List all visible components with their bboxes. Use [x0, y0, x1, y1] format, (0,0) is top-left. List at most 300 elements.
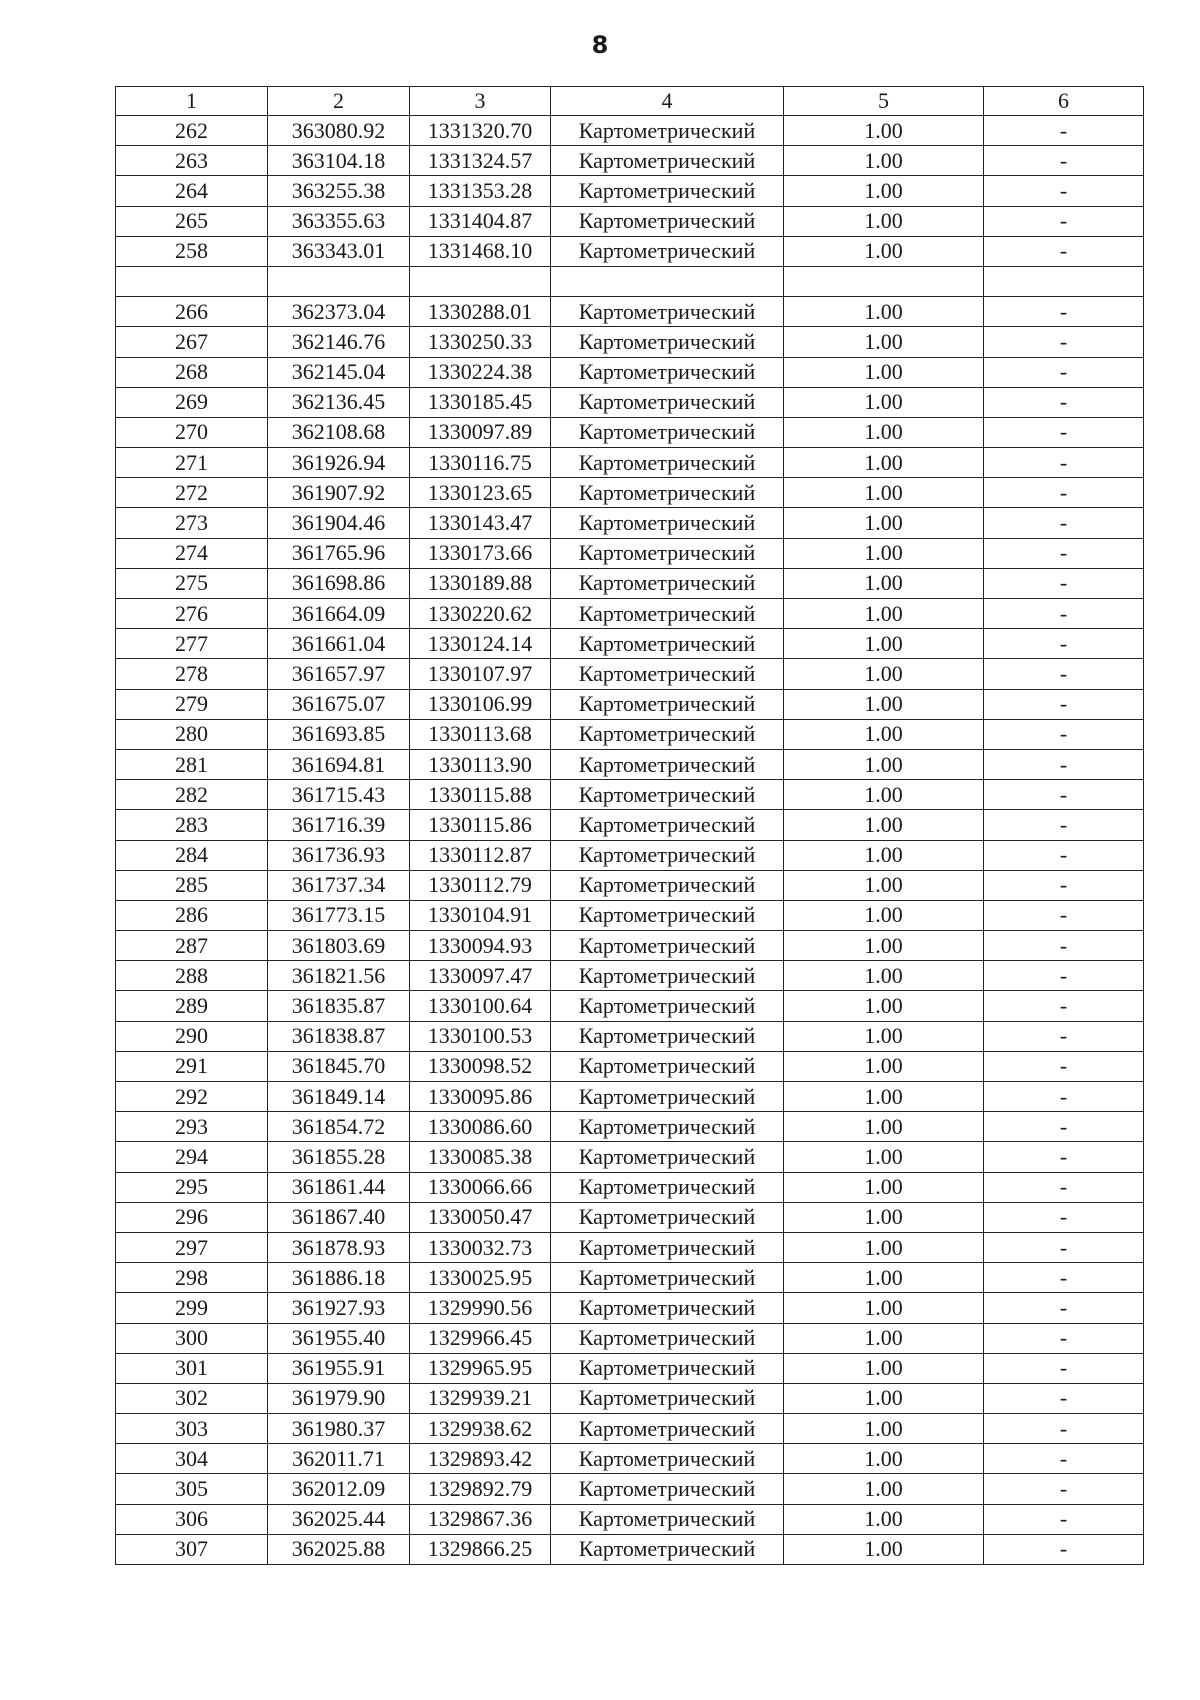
- point-number-cell: 301: [116, 1353, 268, 1383]
- table-row: [116, 629, 1144, 659]
- point-number-cell: 258: [116, 236, 268, 266]
- x-coordinate-cell: 362146.76: [268, 327, 410, 357]
- note-cell: -: [984, 387, 1144, 417]
- note-cell: -: [984, 689, 1144, 719]
- accuracy-cell: 1.00: [784, 1474, 984, 1504]
- column-header: 5: [784, 87, 984, 116]
- method-cell: Картометрический: [551, 1112, 784, 1142]
- note-cell: -: [984, 931, 1144, 961]
- method-cell: Картометрический: [551, 448, 784, 478]
- point-number-cell: 271: [116, 448, 268, 478]
- point-number-cell: 291: [116, 1051, 268, 1081]
- accuracy-cell: 1.00: [784, 629, 984, 659]
- y-coordinate-cell: 1330098.52: [410, 1051, 551, 1081]
- note-cell: -: [984, 1444, 1144, 1474]
- y-coordinate-cell: 1331320.70: [410, 116, 551, 146]
- accuracy-cell: 1.00: [784, 1444, 984, 1474]
- point-number-cell: 282: [116, 780, 268, 810]
- y-coordinate-cell: 1329966.45: [410, 1323, 551, 1353]
- point-number-cell: 275: [116, 568, 268, 598]
- point-number-cell: 283: [116, 810, 268, 840]
- note-cell: -: [984, 176, 1144, 206]
- y-coordinate-cell: 1330112.87: [410, 840, 551, 870]
- accuracy-cell: 1.00: [784, 538, 984, 568]
- note-cell: -: [984, 1082, 1144, 1112]
- accuracy-cell: 1.00: [784, 870, 984, 900]
- x-coordinate-cell: 361838.87: [268, 1021, 410, 1051]
- table-row: [116, 780, 1144, 810]
- y-coordinate-cell: 1330094.93: [410, 931, 551, 961]
- y-coordinate-cell: 1330113.68: [410, 719, 551, 749]
- table-row: [116, 810, 1144, 840]
- point-number-cell: 292: [116, 1082, 268, 1112]
- accuracy-cell: [784, 266, 984, 296]
- y-coordinate-cell: 1330066.66: [410, 1172, 551, 1202]
- note-cell: -: [984, 749, 1144, 779]
- point-number-cell: 281: [116, 749, 268, 779]
- x-coordinate-cell: 361765.96: [268, 538, 410, 568]
- note-cell: -: [984, 991, 1144, 1021]
- point-number-cell: 287: [116, 931, 268, 961]
- method-cell: Картометрический: [551, 1353, 784, 1383]
- method-cell: Картометрический: [551, 417, 784, 447]
- x-coordinate-cell: 361715.43: [268, 780, 410, 810]
- table-row: [116, 1504, 1144, 1534]
- y-coordinate-cell: 1329867.36: [410, 1504, 551, 1534]
- accuracy-cell: 1.00: [784, 1263, 984, 1293]
- point-number-cell: 277: [116, 629, 268, 659]
- point-number-cell: 267: [116, 327, 268, 357]
- note-cell: -: [984, 1414, 1144, 1444]
- method-cell: Картометрический: [551, 1474, 784, 1504]
- method-cell: Картометрический: [551, 961, 784, 991]
- table-row: [116, 870, 1144, 900]
- point-number-cell: 269: [116, 387, 268, 417]
- table-row: [116, 297, 1144, 327]
- method-cell: Картометрический: [551, 1414, 784, 1444]
- method-cell: Картометрический: [551, 478, 784, 508]
- accuracy-cell: 1.00: [784, 1142, 984, 1172]
- x-coordinate-cell: 363343.01: [268, 236, 410, 266]
- x-coordinate-cell: 361979.90: [268, 1383, 410, 1413]
- note-cell: -: [984, 629, 1144, 659]
- x-coordinate-cell: 361664.09: [268, 599, 410, 629]
- table-body: [116, 116, 1144, 1565]
- note-cell: -: [984, 327, 1144, 357]
- x-coordinate-cell: 361698.86: [268, 568, 410, 598]
- x-coordinate-cell: 361835.87: [268, 991, 410, 1021]
- table-row: [116, 719, 1144, 749]
- method-cell: Картометрический: [551, 1232, 784, 1262]
- accuracy-cell: 1.00: [784, 900, 984, 930]
- point-number-cell: 263: [116, 146, 268, 176]
- y-coordinate-cell: 1329965.95: [410, 1353, 551, 1383]
- accuracy-cell: 1.00: [784, 1172, 984, 1202]
- accuracy-cell: 1.00: [784, 327, 984, 357]
- table-row: [116, 327, 1144, 357]
- point-number-cell: 305: [116, 1474, 268, 1504]
- accuracy-cell: 1.00: [784, 1293, 984, 1323]
- point-number-cell: 262: [116, 116, 268, 146]
- y-coordinate-cell: 1330115.88: [410, 780, 551, 810]
- y-coordinate-cell: 1330250.33: [410, 327, 551, 357]
- point-number-cell: 306: [116, 1504, 268, 1534]
- accuracy-cell: 1.00: [784, 357, 984, 387]
- accuracy-cell: 1.00: [784, 719, 984, 749]
- note-cell: -: [984, 568, 1144, 598]
- note-cell: -: [984, 206, 1144, 236]
- accuracy-cell: 1.00: [784, 1323, 984, 1353]
- note-cell: -: [984, 357, 1144, 387]
- x-coordinate-cell: 361926.94: [268, 448, 410, 478]
- column-header: 6: [984, 87, 1144, 116]
- table-row: [116, 387, 1144, 417]
- point-number-cell: 302: [116, 1383, 268, 1413]
- y-coordinate-cell: 1330113.90: [410, 749, 551, 779]
- table-row: [116, 1112, 1144, 1142]
- note-cell: -: [984, 297, 1144, 327]
- y-coordinate-cell: 1329892.79: [410, 1474, 551, 1504]
- table-row: [116, 1534, 1144, 1564]
- y-coordinate-cell: 1329990.56: [410, 1293, 551, 1323]
- point-number-cell: 264: [116, 176, 268, 206]
- column-header: 4: [551, 87, 784, 116]
- y-coordinate-cell: 1330032.73: [410, 1232, 551, 1262]
- accuracy-cell: 1.00: [784, 297, 984, 327]
- method-cell: Картометрический: [551, 659, 784, 689]
- x-coordinate-cell: 361927.93: [268, 1293, 410, 1323]
- method-cell: Картометрический: [551, 689, 784, 719]
- accuracy-cell: 1.00: [784, 236, 984, 266]
- point-number-cell: 296: [116, 1202, 268, 1232]
- y-coordinate-cell: 1330143.47: [410, 508, 551, 538]
- x-coordinate-cell: 362025.44: [268, 1504, 410, 1534]
- note-cell: -: [984, 478, 1144, 508]
- point-number-cell: [116, 266, 268, 296]
- note-cell: -: [984, 116, 1144, 146]
- y-coordinate-cell: 1329938.62: [410, 1414, 551, 1444]
- x-coordinate-cell: 361907.92: [268, 478, 410, 508]
- y-coordinate-cell: 1330085.38: [410, 1142, 551, 1172]
- method-cell: Картометрический: [551, 1142, 784, 1172]
- method-cell: Картометрический: [551, 508, 784, 538]
- point-number-cell: 284: [116, 840, 268, 870]
- x-coordinate-cell: 363104.18: [268, 146, 410, 176]
- point-number-cell: 272: [116, 478, 268, 508]
- note-cell: -: [984, 1202, 1144, 1232]
- x-coordinate-cell: 361849.14: [268, 1082, 410, 1112]
- page-number: 8: [591, 31, 609, 59]
- note-cell: -: [984, 1051, 1144, 1081]
- y-coordinate-cell: 1330173.66: [410, 538, 551, 568]
- method-cell: Картометрический: [551, 991, 784, 1021]
- y-coordinate-cell: 1330189.88: [410, 568, 551, 598]
- table-row: [116, 961, 1144, 991]
- note-cell: -: [984, 870, 1144, 900]
- y-coordinate-cell: 1329866.25: [410, 1534, 551, 1564]
- point-number-cell: 307: [116, 1534, 268, 1564]
- table-row: [116, 206, 1144, 236]
- method-cell: Картометрический: [551, 1051, 784, 1081]
- accuracy-cell: 1.00: [784, 1232, 984, 1262]
- y-coordinate-cell: 1330112.79: [410, 870, 551, 900]
- x-coordinate-cell: 361694.81: [268, 749, 410, 779]
- note-cell: -: [984, 1142, 1144, 1172]
- note-cell: -: [984, 719, 1144, 749]
- accuracy-cell: 1.00: [784, 840, 984, 870]
- note-cell: -: [984, 1474, 1144, 1504]
- method-cell: Картометрический: [551, 900, 784, 930]
- accuracy-cell: 1.00: [784, 417, 984, 447]
- x-coordinate-cell: [268, 266, 410, 296]
- method-cell: Картометрический: [551, 931, 784, 961]
- table-row: [116, 417, 1144, 447]
- method-cell: Картометрический: [551, 1263, 784, 1293]
- x-coordinate-cell: 361845.70: [268, 1051, 410, 1081]
- table-row: [116, 840, 1144, 870]
- x-coordinate-cell: 361803.69: [268, 931, 410, 961]
- point-number-cell: 270: [116, 417, 268, 447]
- method-cell: [551, 266, 784, 296]
- y-coordinate-cell: 1330100.53: [410, 1021, 551, 1051]
- method-cell: Картометрический: [551, 206, 784, 236]
- x-coordinate-cell: 362025.88: [268, 1534, 410, 1564]
- note-cell: -: [984, 900, 1144, 930]
- column-header: 3: [410, 87, 551, 116]
- accuracy-cell: 1.00: [784, 961, 984, 991]
- accuracy-cell: 1.00: [784, 1383, 984, 1413]
- accuracy-cell: 1.00: [784, 599, 984, 629]
- table-row: [116, 1353, 1144, 1383]
- point-number-cell: 297: [116, 1232, 268, 1262]
- x-coordinate-cell: 361955.91: [268, 1353, 410, 1383]
- note-cell: -: [984, 1293, 1144, 1323]
- y-coordinate-cell: 1330224.38: [410, 357, 551, 387]
- method-cell: Картометрический: [551, 236, 784, 266]
- note-cell: [984, 266, 1144, 296]
- method-cell: Картометрический: [551, 1202, 784, 1232]
- table-row: [116, 116, 1144, 146]
- point-number-cell: 300: [116, 1323, 268, 1353]
- y-coordinate-cell: 1330104.91: [410, 900, 551, 930]
- accuracy-cell: 1.00: [784, 508, 984, 538]
- x-coordinate-cell: 361675.07: [268, 689, 410, 719]
- method-cell: Картометрический: [551, 568, 784, 598]
- y-coordinate-cell: 1330025.95: [410, 1263, 551, 1293]
- x-coordinate-cell: 362145.04: [268, 357, 410, 387]
- note-cell: -: [984, 236, 1144, 266]
- accuracy-cell: 1.00: [784, 689, 984, 719]
- x-coordinate-cell: 361773.15: [268, 900, 410, 930]
- table-row: [116, 659, 1144, 689]
- note-cell: -: [984, 1172, 1144, 1202]
- x-coordinate-cell: 361736.93: [268, 840, 410, 870]
- table-row: [116, 1414, 1144, 1444]
- method-cell: Картометрический: [551, 327, 784, 357]
- x-coordinate-cell: 361693.85: [268, 719, 410, 749]
- y-coordinate-cell: 1330185.45: [410, 387, 551, 417]
- table-header-row: [116, 87, 1144, 116]
- point-number-cell: 298: [116, 1263, 268, 1293]
- table-row: [116, 689, 1144, 719]
- table-row: [116, 1082, 1144, 1112]
- table-row: [116, 1263, 1144, 1293]
- point-number-cell: 293: [116, 1112, 268, 1142]
- accuracy-cell: 1.00: [784, 206, 984, 236]
- note-cell: -: [984, 508, 1144, 538]
- y-coordinate-cell: 1331404.87: [410, 206, 551, 236]
- coordinates-table: [115, 86, 1144, 1565]
- note-cell: -: [984, 599, 1144, 629]
- note-cell: -: [984, 961, 1144, 991]
- x-coordinate-cell: 361657.97: [268, 659, 410, 689]
- table-row: [116, 1383, 1144, 1413]
- accuracy-cell: 1.00: [784, 1112, 984, 1142]
- table-row: [116, 931, 1144, 961]
- point-number-cell: 278: [116, 659, 268, 689]
- x-coordinate-cell: 363255.38: [268, 176, 410, 206]
- table-row: [116, 538, 1144, 568]
- method-cell: Картометрический: [551, 599, 784, 629]
- point-number-cell: 289: [116, 991, 268, 1021]
- note-cell: -: [984, 448, 1144, 478]
- accuracy-cell: 1.00: [784, 387, 984, 417]
- y-coordinate-cell: 1329939.21: [410, 1383, 551, 1413]
- method-cell: Картометрический: [551, 1293, 784, 1323]
- accuracy-cell: 1.00: [784, 991, 984, 1021]
- y-coordinate-cell: [410, 266, 551, 296]
- accuracy-cell: 1.00: [784, 1051, 984, 1081]
- accuracy-cell: 1.00: [784, 1504, 984, 1534]
- y-coordinate-cell: 1330288.01: [410, 297, 551, 327]
- note-cell: -: [984, 840, 1144, 870]
- accuracy-cell: 1.00: [784, 568, 984, 598]
- point-number-cell: 285: [116, 870, 268, 900]
- table-row: [116, 478, 1144, 508]
- method-cell: Картометрический: [551, 840, 784, 870]
- accuracy-cell: 1.00: [784, 1353, 984, 1383]
- note-cell: -: [984, 1263, 1144, 1293]
- method-cell: Картометрический: [551, 749, 784, 779]
- x-coordinate-cell: 361716.39: [268, 810, 410, 840]
- x-coordinate-cell: 361661.04: [268, 629, 410, 659]
- x-coordinate-cell: 363355.63: [268, 206, 410, 236]
- table-row: [116, 1474, 1144, 1504]
- accuracy-cell: 1.00: [784, 659, 984, 689]
- column-header: 1: [116, 87, 268, 116]
- point-number-cell: 304: [116, 1444, 268, 1474]
- table-row: [116, 1021, 1144, 1051]
- y-coordinate-cell: 1330095.86: [410, 1082, 551, 1112]
- y-coordinate-cell: 1330123.65: [410, 478, 551, 508]
- table-row: [116, 146, 1144, 176]
- point-number-cell: 286: [116, 900, 268, 930]
- accuracy-cell: 1.00: [784, 448, 984, 478]
- y-coordinate-cell: 1330100.64: [410, 991, 551, 1021]
- x-coordinate-cell: 361878.93: [268, 1232, 410, 1262]
- method-cell: Картометрический: [551, 387, 784, 417]
- method-cell: Картометрический: [551, 538, 784, 568]
- accuracy-cell: 1.00: [784, 1414, 984, 1444]
- accuracy-cell: 1.00: [784, 146, 984, 176]
- point-number-cell: 266: [116, 297, 268, 327]
- x-coordinate-cell: 361737.34: [268, 870, 410, 900]
- y-coordinate-cell: 1330115.86: [410, 810, 551, 840]
- y-coordinate-cell: 1329893.42: [410, 1444, 551, 1474]
- note-cell: -: [984, 538, 1144, 568]
- table-row: [116, 1202, 1144, 1232]
- method-cell: Картометрический: [551, 1444, 784, 1474]
- x-coordinate-cell: 361867.40: [268, 1202, 410, 1232]
- table-row: [116, 176, 1144, 206]
- y-coordinate-cell: 1330050.47: [410, 1202, 551, 1232]
- method-cell: Картометрический: [551, 176, 784, 206]
- y-coordinate-cell: 1330106.99: [410, 689, 551, 719]
- x-coordinate-cell: 361861.44: [268, 1172, 410, 1202]
- point-number-cell: 273: [116, 508, 268, 538]
- note-cell: -: [984, 1534, 1144, 1564]
- point-number-cell: 265: [116, 206, 268, 236]
- note-cell: -: [984, 1383, 1144, 1413]
- y-coordinate-cell: 1331353.28: [410, 176, 551, 206]
- accuracy-cell: 1.00: [784, 780, 984, 810]
- method-cell: Картометрический: [551, 870, 784, 900]
- y-coordinate-cell: 1330116.75: [410, 448, 551, 478]
- x-coordinate-cell: 362011.71: [268, 1444, 410, 1474]
- accuracy-cell: 1.00: [784, 931, 984, 961]
- y-coordinate-cell: 1331468.10: [410, 236, 551, 266]
- table-row: [116, 991, 1144, 1021]
- point-number-cell: 276: [116, 599, 268, 629]
- method-cell: Картометрический: [551, 1082, 784, 1112]
- x-coordinate-cell: 361980.37: [268, 1414, 410, 1444]
- method-cell: Картометрический: [551, 1534, 784, 1564]
- note-cell: -: [984, 1353, 1144, 1383]
- point-number-cell: 299: [116, 1293, 268, 1323]
- accuracy-cell: 1.00: [784, 749, 984, 779]
- table-row: [116, 1051, 1144, 1081]
- note-cell: -: [984, 1323, 1144, 1353]
- x-coordinate-cell: 361955.40: [268, 1323, 410, 1353]
- point-number-cell: 288: [116, 961, 268, 991]
- y-coordinate-cell: 1331324.57: [410, 146, 551, 176]
- point-number-cell: 274: [116, 538, 268, 568]
- method-cell: Картометрический: [551, 810, 784, 840]
- table-row: [116, 749, 1144, 779]
- method-cell: Картометрический: [551, 1504, 784, 1534]
- accuracy-cell: 1.00: [784, 1534, 984, 1564]
- point-number-cell: 303: [116, 1414, 268, 1444]
- accuracy-cell: 1.00: [784, 1082, 984, 1112]
- table-row: [116, 599, 1144, 629]
- note-cell: -: [984, 417, 1144, 447]
- x-coordinate-cell: 361855.28: [268, 1142, 410, 1172]
- x-coordinate-cell: 362136.45: [268, 387, 410, 417]
- table-row: [116, 448, 1144, 478]
- accuracy-cell: 1.00: [784, 1202, 984, 1232]
- note-cell: -: [984, 1232, 1144, 1262]
- table-row: [116, 900, 1144, 930]
- method-cell: Картометрический: [551, 1172, 784, 1202]
- note-cell: -: [984, 780, 1144, 810]
- accuracy-cell: 1.00: [784, 478, 984, 508]
- method-cell: Картометрический: [551, 357, 784, 387]
- point-number-cell: 295: [116, 1172, 268, 1202]
- method-cell: Картометрический: [551, 1021, 784, 1051]
- column-header: 2: [268, 87, 410, 116]
- y-coordinate-cell: 1330107.97: [410, 659, 551, 689]
- table-row: [116, 568, 1144, 598]
